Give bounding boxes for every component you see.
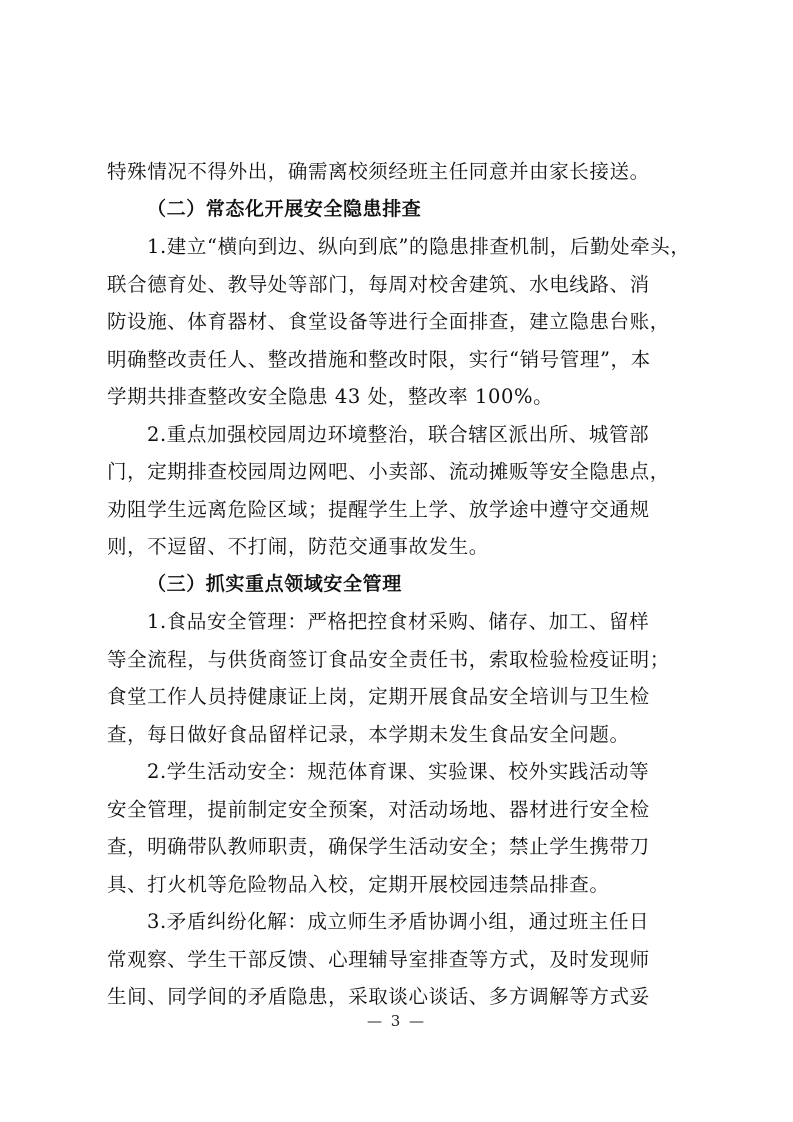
text-line: 等全流程，与供货商签订食品安全责任书，索取检验检疫证明； bbox=[107, 647, 670, 671]
text-line: 门，定期排查校园周边网吧、小卖部、流动摊贩等安全隐患点， bbox=[107, 460, 670, 483]
section-heading-2: （二）常态化开展安全隐患排查 bbox=[147, 197, 422, 220]
text-line: 联合德育处、教导处等部门，每周对校舍建筑、水电线路、消 bbox=[107, 272, 650, 296]
text-line: 明确整改责任人、整改措施和整改时限，实行“销号管理”，本 bbox=[107, 347, 651, 371]
text-line: 则，不逗留、不打闹，防范交通事故发生。 bbox=[107, 535, 489, 558]
text-line: 防设施、体育器材、食堂设备等进行全面排查，建立隐患台账， bbox=[107, 310, 670, 333]
text-line: 查，明确带队教师职责，确保学生活动安全；禁止学生携带刀 bbox=[107, 835, 650, 858]
text-line: 劝阻学生远离危险区域；提醒学生上学、放学途中遵守交通规 bbox=[107, 497, 650, 521]
text-line: 食堂工作人员持健康证上岗，定期开展食品安全培训与卫生检 bbox=[107, 685, 650, 708]
text-line: 1.食品安全管理：严格把控食材采购、储存、加工、留样 bbox=[147, 610, 650, 633]
text-line: 特殊情况不得外出，确需离校须经班主任同意并由家长接送。 bbox=[107, 160, 650, 183]
text-line: 2.学生活动安全：规范体育课、实验课、校外实践活动等 bbox=[147, 760, 650, 783]
text-line: 学期共排查整改安全隐患 43 处，整改率 100%。 bbox=[107, 385, 554, 408]
section-heading-3: （三）抓实重点领域安全管理 bbox=[147, 572, 402, 595]
text-line: 1.建立“横向到边、纵向到底”的隐患排查机制，后勤处牵头， bbox=[147, 235, 691, 258]
text-line: 生间、同学间的矛盾隐患，采取谈心谈话、多方调解等方式妥 bbox=[107, 985, 650, 1008]
text-line: 查，每日做好食品留样记录，本学期未发生食品安全问题。 bbox=[107, 722, 630, 746]
document-body bbox=[107, 153, 697, 1016]
text-line: 具、打火机等危险物品入校，定期开展校园违禁品排查。 bbox=[107, 872, 610, 896]
text-line: 2.重点加强校园周边环境整治，联合辖区派出所、城管部 bbox=[147, 422, 650, 446]
page-number: — 3 — bbox=[366, 1012, 427, 1030]
text-line: 常观察、学生干部反馈、心理辅导室排查等方式，及时发现师 bbox=[107, 947, 650, 971]
text-line: 安全管理，提前制定安全预案，对活动场地、器材进行安全检 bbox=[107, 797, 650, 821]
text-line: 3.矛盾纠纷化解：成立师生矛盾协调小组，通过班主任日 bbox=[147, 910, 650, 933]
